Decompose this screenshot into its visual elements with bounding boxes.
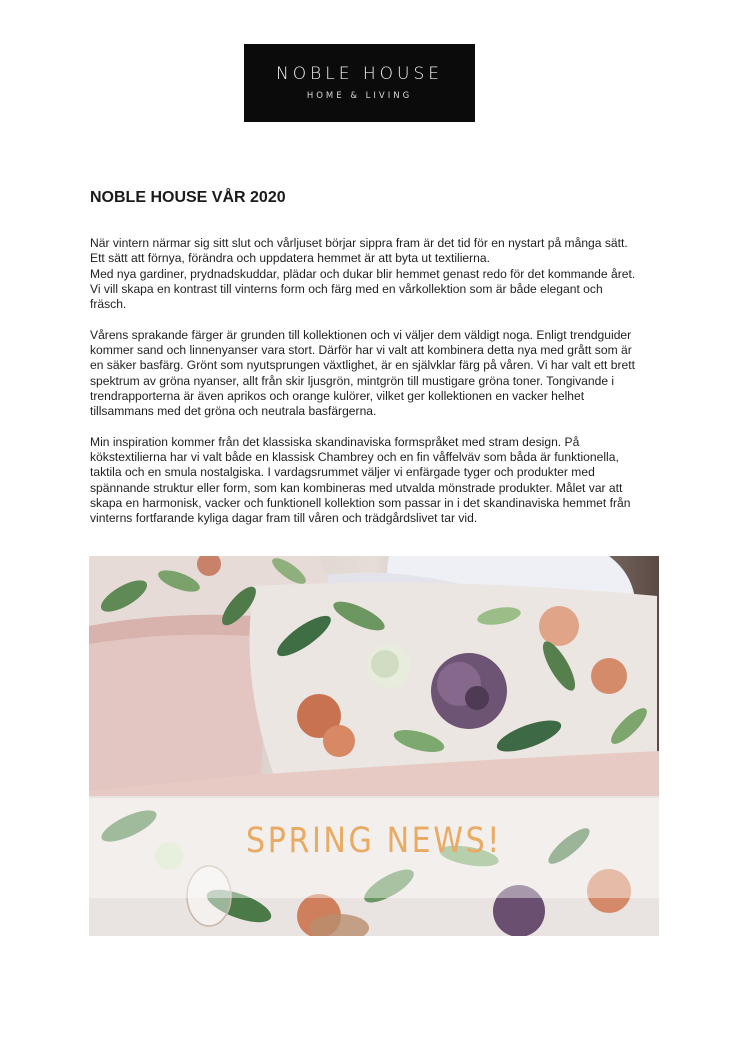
text-line: spännande struktur eller form, som kan kombineras med utvalda mönstrade produkter. Målet var att (90, 480, 623, 495)
text-line: taktila och en smula nostalgiska. I vardagsrummet väljer vi enfärgade tyger och produkter med (90, 465, 595, 480)
text-line: kökstextilierna har vi valt både en klassisk Chambrey och en fin våffelväv som båda är funktionella, (90, 450, 619, 465)
paragraph-colors (90, 328, 680, 420)
page-title: NOBLE HOUSE VÅR 2020 (90, 189, 286, 206)
text-line: Min inspiration kommer från det klassiska skandinaviska formspråket med stram design. På (90, 434, 580, 449)
text-line: fräsch. (90, 297, 127, 312)
text-line: Ett sätt att förnya, förändra och uppdatera hemmet är att byta ut textilierna. (90, 251, 490, 266)
text-line: Vi vill skapa en kontrast till vinterns form och färg med en vårkollektion som är både elegant och (90, 281, 603, 296)
text-line: kommer sand och linnenyanser vara stort. Därför har vi valt att kombinera detta nya med grått som är (90, 343, 632, 358)
article-body (90, 236, 680, 542)
logo-brand-name: NOBLE HOUSE (276, 64, 443, 84)
paragraph-intro (90, 236, 680, 312)
logo-tagline: HOME & LIVING (306, 91, 413, 101)
spring-news-text: SPRING NEWS! (246, 821, 502, 861)
text-line: tillsammans med det gröna och neutrala basfärgerna. (90, 404, 377, 419)
text-line: spektrum av gröna nyanser, allt från skir ljusgrön, mintgrön till mustigare gröna toner. Tongivande i (90, 373, 615, 388)
brand-logo (244, 44, 475, 122)
text-line: När vintern närmar sig sitt slut och vårljuset börjar sippra fram är det tid för en nystart på många sätt. (90, 236, 628, 250)
text-line: skapa en harmonisk, vacker och funktionell kollektion som passar in i det skandinaviska hemmet från (90, 496, 631, 511)
text-line: trendrapporterna är även aprikos och orange kulörer, vilket ger kollektionen en vacker helhet (90, 388, 585, 403)
bedding-photo (89, 556, 659, 936)
text-line: vinterns fortfarande kyliga dagar fram till våren och trädgårdslivet tar vid. (90, 511, 478, 526)
text-line: en säker basfärg. Grönt som nyutsprungen växtlighet, är en självklar färg på våren. Vi har valt ett brett (90, 358, 635, 373)
paragraph-inspiration (90, 435, 680, 527)
text-line: Med nya gardiner, prydnadskuddar, plädar och dukar blir hemmet genast redo för det kommande året. (90, 266, 636, 281)
text-line: Vårens sprakande färger är grunden till kollektionen och vi väljer dem väldigt noga. Enligt trendguider (90, 327, 632, 342)
